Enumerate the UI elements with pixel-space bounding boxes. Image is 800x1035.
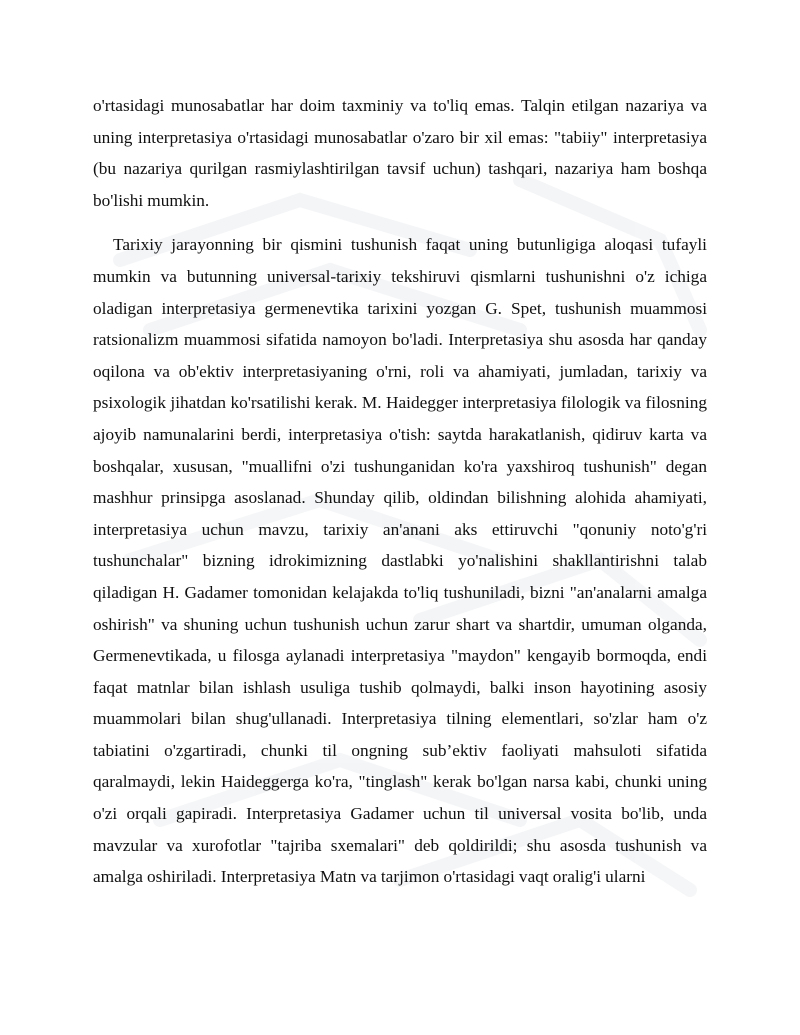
document-page — [93, 90, 707, 893]
paragraph-continuation: o'rtasidagi munosabatlar har doim taxminiy va to'liq emas. Talqin etilgan nazariya va uning interpretasiya o'rtasidagi munosabatlar o'zaro bir xil emas: "tabiiy" interpretasiya (bu nazariya qurilgan rasmiylashtirilgan tavsif uchun) tashqari, nazariya ham boshqa bo'lishi mumkin. — [93, 96, 707, 210]
paragraph-hermeneutics: Tarixiy jarayonning bir qismini tushunish faqat uning butunligiga aloqasi tufayli mumkin va butunning universal-tarixiy tekshiruvi qismlarni tushunishni o'z ichiga oladigan interpretasiya germenevtika tarixini yozgan G. Spet, tushunish muammosi ratsionalizm muammosi sifatida namoyon bo'ladi. Interpretasiya shu asosda har qanday oqilona va ob'ektiv interpretasiyaning o'rni, roli va ahamiyati, jumladan, tarixiy va psixologik jihatdan ko'rsatilishi kerak. M. Haidegger interpretasiya filologik va filosning ajoyib namunalarini berdi, interpretasiya o'tish: saytda harakatlanish, qidiruv karta va boshqalar, xususan, "muallifni o'zi tushunganidan ko'ra yaxshiroq tushunish" degan mashhur prinsipga asoslanad. Shunday qilib, oldindan bilishning alohida ahamiyati, interpretasiya uchun mavzu, tarixiy an'anani aks ettiruvchi "qonuniy noto'g'ri tushunchalar" bizning idrokimizning dastlabki yo'nalishini shakllantirishni talab qiladigan H. Gadamer tomonidan kelajakda to'liq tushuniladi, bizni "an'analarni amalga oshirish" va shuning uchun tushunish uchun zarur shart va shartdir, umuman olganda, Germenevtikada, u filosga aylanadi interpretasiya "maydon" kengayib bormoqda, endi faqat matnlar bilan ishlash usuliga tushib qolmaydi, balki inson hayotining asosiy muammolari bilan shug'ullanadi. Interpretasiya tilning elementlari, so'zlar ham o'z tabiatini o'zgartiradi, chunki til ongning sub’ektiv faoliyati mahsuloti sifatida qaralmaydi, lekin Haideggerga ko'ra, "tinglash" kerak bo'lgan narsa kabi, chunki uning o'zi orqali gapiradi. Interpretasiya Gadamer uchun til universal vosita bo'lib, unda mavzular va xurofotlar "tajriba sxemalari" deb qoldirildi; shu asosda tushunish va amalga oshiriladi. Interpretasiya Matn va tarjimon o'rtasidagi vaqt oralig'i ularni — [93, 235, 707, 887]
